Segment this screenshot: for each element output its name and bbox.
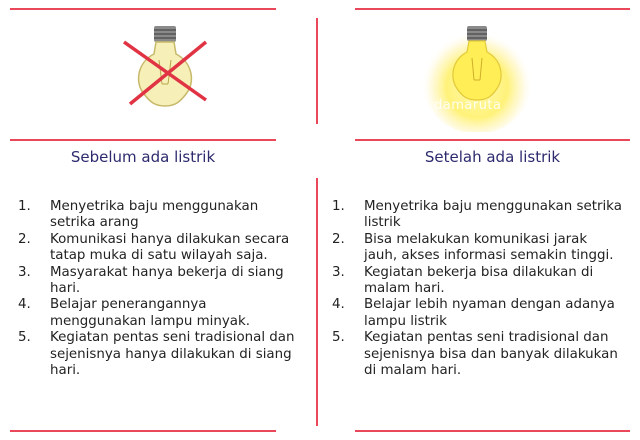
list-item: 4. Belajar penerangannya menggunakan lampu minyak. [18, 297, 251, 329]
left-heading: Sebelum ada listrik [70, 148, 216, 166]
watermark-text: damaruta [434, 98, 502, 113]
list-item: 3. Kegiatan bekerja bisa dilakukan di malam hari. [332, 264, 594, 297]
list-item: 4. Belajar lebih nyaman dengan adanya lampu listrik [332, 297, 615, 329]
right-heading: Setelah ada listrik [424, 148, 561, 166]
list-item: 3. Masyarakat hanya bekerja di siang hari. [18, 264, 284, 297]
glowing-light-bulb-icon [417, 12, 537, 132]
mid-rule-right [355, 139, 630, 141]
list-item: 2. Komunikasi hanya dilakukan secara tatap muka di satu wilayah saja. [18, 231, 290, 264]
divider-upper [316, 18, 318, 124]
right-list [324, 199, 624, 379]
list-item: 5. Kegiatan pentas seni tradisional dan sejenisnya bisa dan banyak dilakukan di malam hari. [332, 330, 618, 379]
list-item: 1. Menyetrika baju menggunakan setrika listrik [332, 199, 622, 231]
bottom-rule-left [10, 430, 276, 432]
divider-lower [316, 178, 318, 426]
crossed-out-light-bulb-icon [110, 20, 220, 130]
list-item: 2. Bisa melakukan komunikasi jarak jauh, akses informasi semakin tinggi. [332, 231, 614, 264]
top-rule-right [355, 8, 630, 10]
list-item: 5. Kegiatan pentas seni tradisional dan sejenisnya hanya dilakukan di siang hari. [18, 330, 295, 379]
left-list [10, 199, 302, 379]
list-item: 1. Menyetrika baju menggunakan setrika arang [18, 199, 259, 231]
top-rule-left [10, 8, 276, 10]
mid-rule-left [10, 139, 276, 141]
bottom-rule-right [355, 430, 630, 432]
